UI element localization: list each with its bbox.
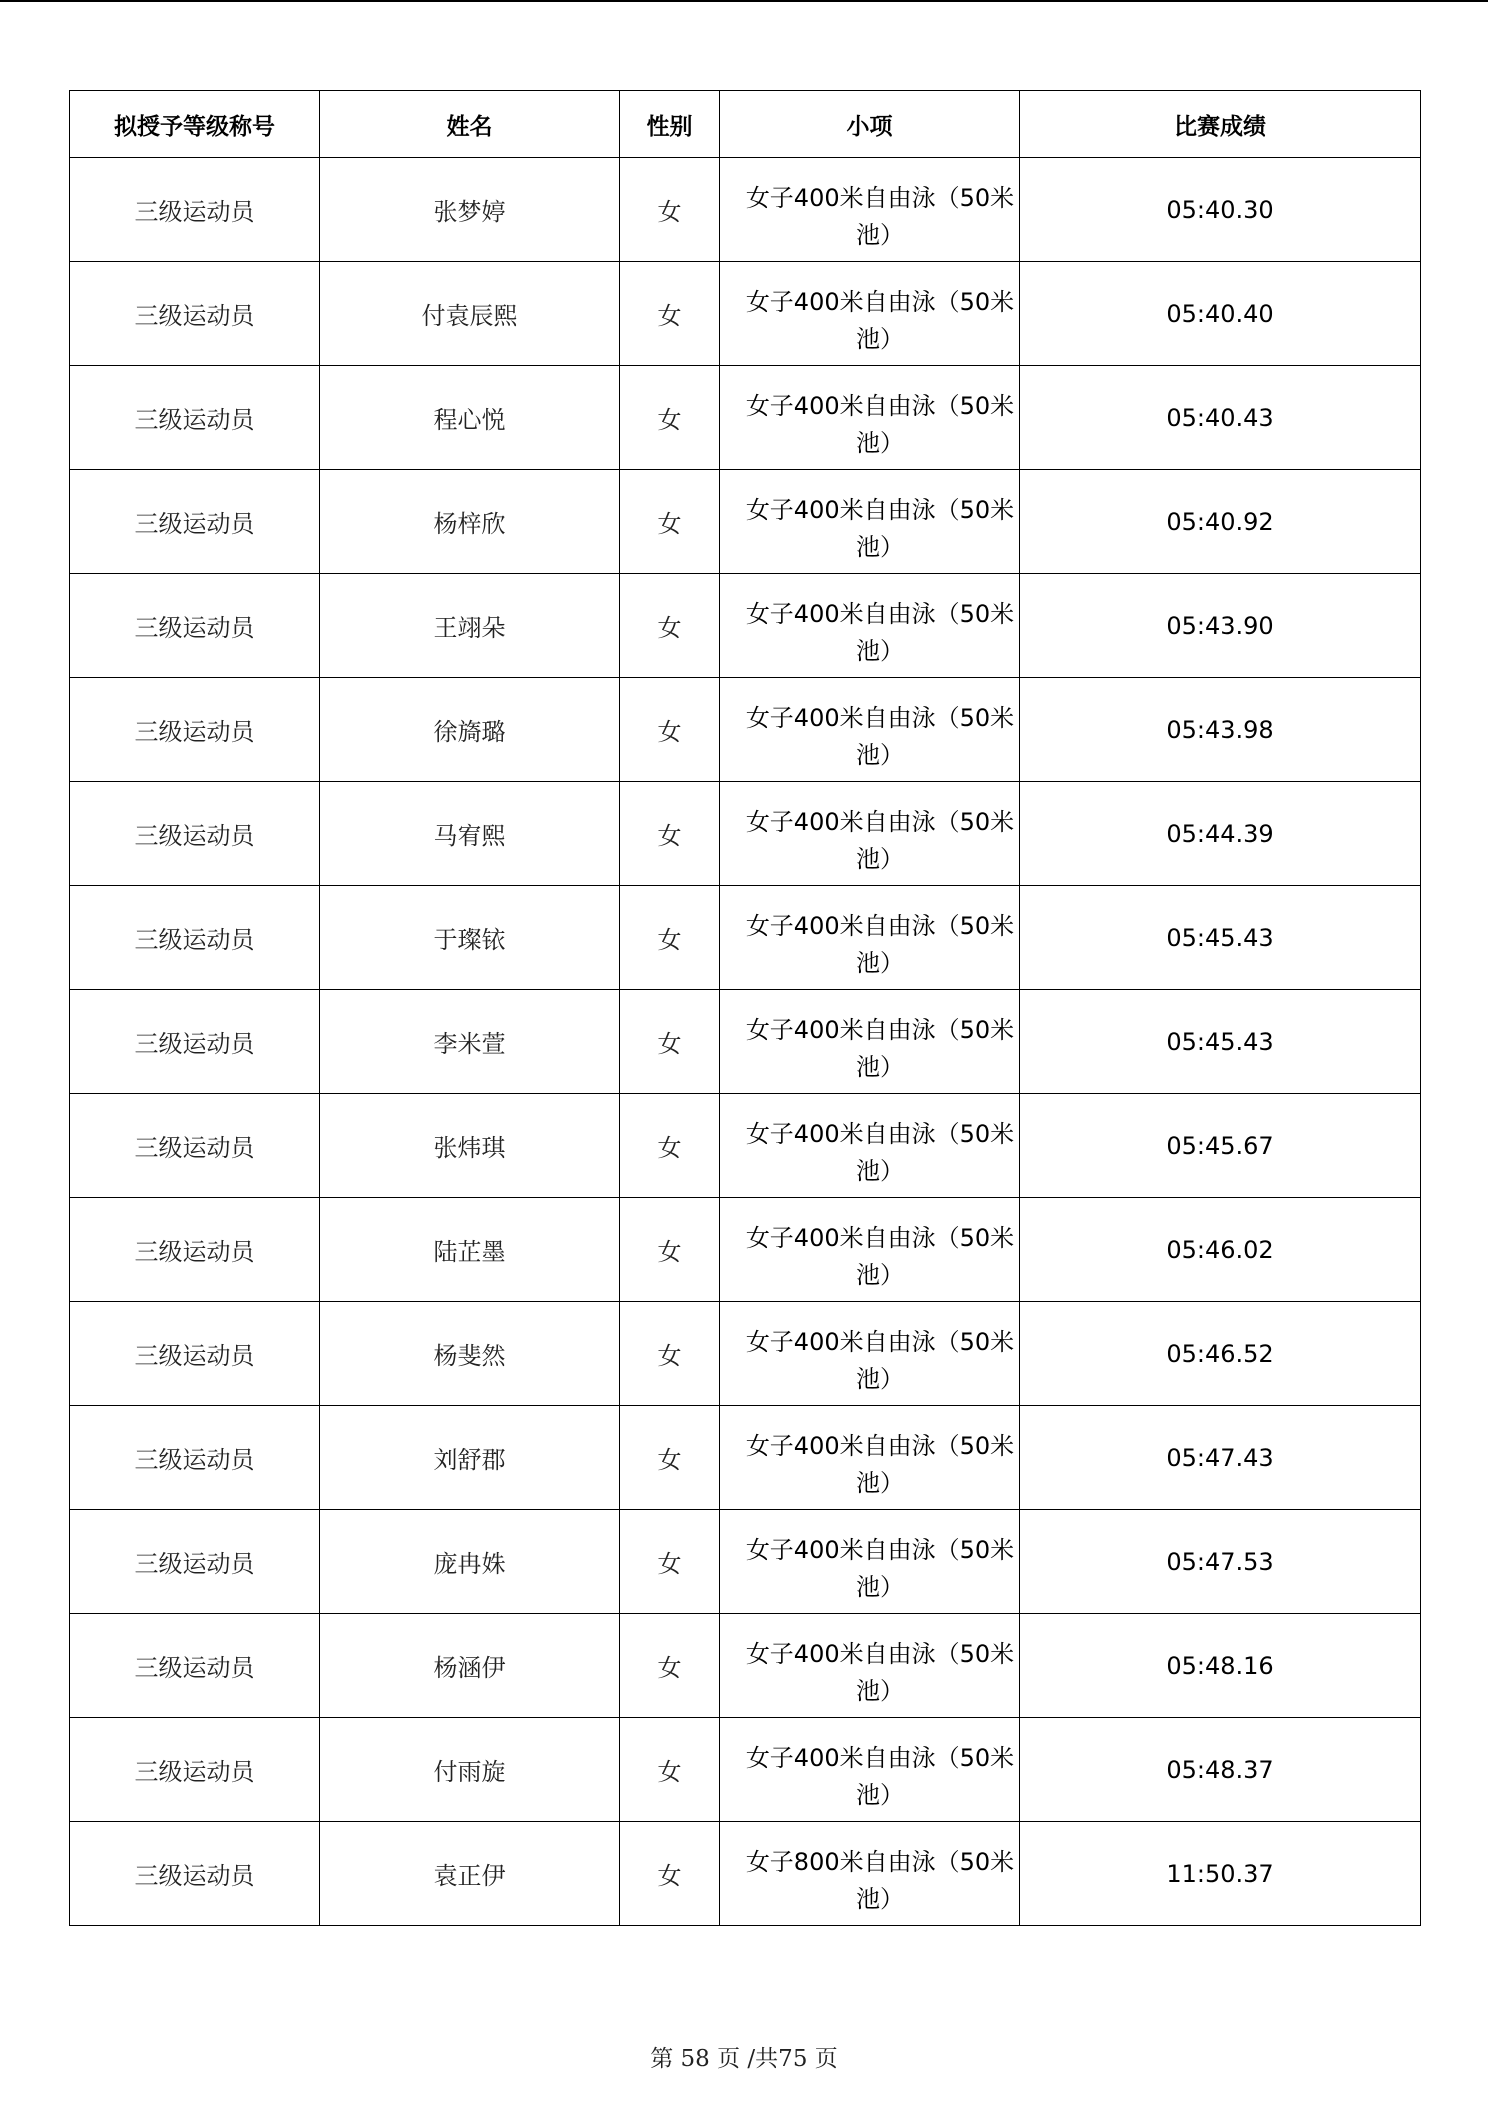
level-cell: 三级运动员 (70, 1406, 320, 1510)
level-cell: 三级运动员 (70, 574, 320, 678)
gender-cell: 女 (620, 1510, 720, 1614)
event-label: 女子400米自由泳（50米池） (745, 1640, 1015, 1705)
level-cell: 三级运动员 (70, 470, 320, 574)
name-cell: 马宥熙 (320, 782, 620, 886)
level-cell: 三级运动员 (70, 1822, 320, 1926)
name-cell: 张梦婷 (320, 158, 620, 262)
name-cell: 杨斐然 (320, 1302, 620, 1406)
table-row (70, 990, 1421, 1094)
score-cell: 05:46.52 (1020, 1302, 1421, 1406)
score-cell: 05:40.92 (1020, 470, 1421, 574)
score-cell: 05:46.02 (1020, 1198, 1421, 1302)
header-score: 比赛成绩 (1020, 91, 1421, 158)
level-cell: 三级运动员 (70, 678, 320, 782)
event-label: 女子400米自由泳（50米池） (745, 1224, 1015, 1289)
table-row (70, 574, 1421, 678)
event-label: 女子400米自由泳（50米池） (745, 1432, 1015, 1497)
score-cell: 05:48.16 (1020, 1614, 1421, 1718)
table-row (70, 1406, 1421, 1510)
event-label: 女子400米自由泳（50米池） (745, 1328, 1015, 1393)
table-row (70, 1302, 1421, 1406)
header-gender: 性别 (620, 91, 720, 158)
name-cell: 张炜琪 (320, 1094, 620, 1198)
score-cell: 05:45.43 (1020, 990, 1421, 1094)
event-label: 女子400米自由泳（50米池） (745, 1016, 1015, 1081)
score-cell: 05:40.30 (1020, 158, 1421, 262)
event-label: 女子400米自由泳（50米池） (745, 704, 1015, 769)
level-cell: 三级运动员 (70, 886, 320, 990)
score-cell: 05:45.43 (1020, 886, 1421, 990)
event-cell (720, 366, 1020, 470)
level-cell: 三级运动员 (70, 262, 320, 366)
gender-cell: 女 (620, 470, 720, 574)
gender-cell: 女 (620, 158, 720, 262)
name-cell: 李米萱 (320, 990, 620, 1094)
gender-cell: 女 (620, 1406, 720, 1510)
level-cell: 三级运动员 (70, 158, 320, 262)
event-cell (720, 1406, 1020, 1510)
event-cell (720, 678, 1020, 782)
gender-cell: 女 (620, 262, 720, 366)
event-label: 女子400米自由泳（50米池） (745, 496, 1015, 561)
name-cell: 于璨铱 (320, 886, 620, 990)
athlete-grade-table (69, 90, 1421, 1926)
name-cell: 程心悦 (320, 366, 620, 470)
score-cell: 05:40.43 (1020, 366, 1421, 470)
gender-cell: 女 (620, 1094, 720, 1198)
level-cell: 三级运动员 (70, 1094, 320, 1198)
event-label: 女子400米自由泳（50米池） (745, 1120, 1015, 1185)
score-cell: 05:40.40 (1020, 262, 1421, 366)
score-cell: 05:47.43 (1020, 1406, 1421, 1510)
event-cell (720, 158, 1020, 262)
event-cell (720, 1614, 1020, 1718)
gender-cell: 女 (620, 366, 720, 470)
level-cell: 三级运动员 (70, 782, 320, 886)
level-cell: 三级运动员 (70, 1302, 320, 1406)
event-label: 女子400米自由泳（50米池） (745, 808, 1015, 873)
gender-cell: 女 (620, 990, 720, 1094)
event-cell (720, 886, 1020, 990)
gender-cell: 女 (620, 1822, 720, 1926)
event-cell (720, 262, 1020, 366)
gender-cell: 女 (620, 886, 720, 990)
table-row (70, 782, 1421, 886)
event-cell (720, 1510, 1020, 1614)
name-cell: 刘舒郡 (320, 1406, 620, 1510)
header-name: 姓名 (320, 91, 620, 158)
score-cell: 05:43.98 (1020, 678, 1421, 782)
gender-cell: 女 (620, 574, 720, 678)
name-cell: 庞冉姝 (320, 1510, 620, 1614)
table-row (70, 366, 1421, 470)
table-row (70, 470, 1421, 574)
level-cell: 三级运动员 (70, 1510, 320, 1614)
level-cell: 三级运动员 (70, 1198, 320, 1302)
event-label: 女子400米自由泳（50米池） (745, 600, 1015, 665)
score-cell: 05:48.37 (1020, 1718, 1421, 1822)
table-body (70, 158, 1421, 1926)
table-row (70, 1094, 1421, 1198)
score-cell: 05:43.90 (1020, 574, 1421, 678)
event-cell (720, 782, 1020, 886)
event-label: 女子400米自由泳（50米池） (745, 1536, 1015, 1601)
page-number: 第 58 页 /共75 页 (650, 2046, 838, 2072)
event-label: 女子400米自由泳（50米池） (745, 912, 1015, 977)
name-cell: 袁正伊 (320, 1822, 620, 1926)
name-cell: 陆芷墨 (320, 1198, 620, 1302)
table-row (70, 1198, 1421, 1302)
level-cell: 三级运动员 (70, 1718, 320, 1822)
header-level: 拟授予等级称号 (70, 91, 320, 158)
event-label: 女子400米自由泳（50米池） (745, 288, 1015, 353)
gender-cell: 女 (620, 1718, 720, 1822)
name-cell: 杨梓欣 (320, 470, 620, 574)
event-cell (720, 990, 1020, 1094)
table-header-row (70, 91, 1421, 158)
gender-cell: 女 (620, 782, 720, 886)
table-row (70, 1510, 1421, 1614)
event-label: 女子400米自由泳（50米池） (745, 392, 1015, 457)
event-cell (720, 1718, 1020, 1822)
table-row (70, 1614, 1421, 1718)
name-cell: 杨涵伊 (320, 1614, 620, 1718)
event-cell (720, 1198, 1020, 1302)
name-cell: 付雨旋 (320, 1718, 620, 1822)
level-cell: 三级运动员 (70, 1614, 320, 1718)
level-cell: 三级运动员 (70, 990, 320, 1094)
gender-cell: 女 (620, 1614, 720, 1718)
gender-cell: 女 (620, 678, 720, 782)
name-cell: 付袁辰熙 (320, 262, 620, 366)
table-row (70, 1718, 1421, 1822)
table-row (70, 158, 1421, 262)
name-cell: 王翊朵 (320, 574, 620, 678)
event-cell (720, 574, 1020, 678)
table-row (70, 886, 1421, 990)
table-row (70, 1822, 1421, 1926)
event-label: 女子400米自由泳（50米池） (745, 1744, 1015, 1809)
name-cell: 徐旖璐 (320, 678, 620, 782)
event-cell (720, 470, 1020, 574)
event-label: 女子400米自由泳（50米池） (745, 184, 1015, 249)
score-cell: 05:45.67 (1020, 1094, 1421, 1198)
table-row (70, 262, 1421, 366)
event-cell (720, 1822, 1020, 1926)
score-cell: 11:50.37 (1020, 1822, 1421, 1926)
gender-cell: 女 (620, 1302, 720, 1406)
event-cell (720, 1094, 1020, 1198)
score-cell: 05:47.53 (1020, 1510, 1421, 1614)
event-label: 女子800米自由泳（50米池） (745, 1848, 1015, 1913)
header-event: 小项 (720, 91, 1020, 158)
event-cell (720, 1302, 1020, 1406)
table-row (70, 678, 1421, 782)
page-top-border (0, 0, 1488, 2)
level-cell: 三级运动员 (70, 366, 320, 470)
score-cell: 05:44.39 (1020, 782, 1421, 886)
gender-cell: 女 (620, 1198, 720, 1302)
